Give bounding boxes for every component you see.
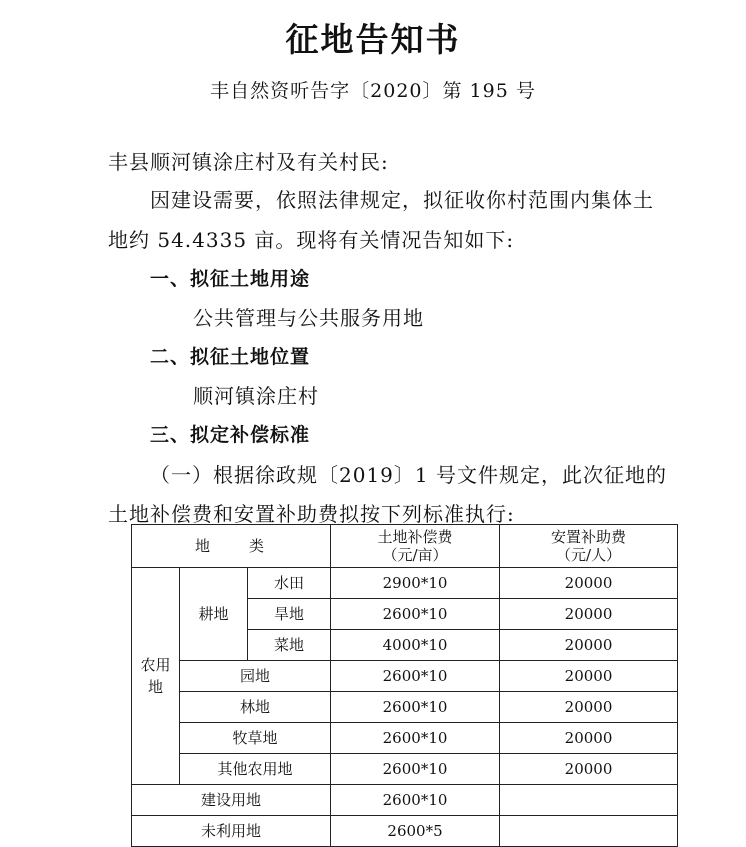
compensation-table — [131, 524, 678, 847]
section-2-title: 二、拟征土地位置 — [150, 346, 311, 368]
resettlement-value: 20000 — [500, 630, 678, 661]
land-type-name: 建设用地 — [132, 785, 331, 816]
table-header-row — [132, 525, 678, 568]
document-number: 丰自然资听告字〔2020〕第 195 号 — [210, 80, 536, 102]
cultivated-land-label: 耕地 — [180, 568, 248, 661]
land-type-name: 菜地 — [248, 630, 331, 661]
resettlement-value: 20000 — [500, 599, 678, 630]
section-3-para-line-1: （一）根据徐政规〔2019〕1 号文件规定，此次征地的 — [150, 463, 667, 487]
addressee: 丰县顺河镇涂庄村及有关村民: — [108, 150, 389, 174]
table-row — [132, 754, 678, 785]
land-compensation-value: 2600*10 — [331, 599, 500, 630]
table-row — [132, 785, 678, 816]
land-compensation-value: 2900*10 — [331, 568, 500, 599]
land-compensation-value: 2600*10 — [331, 692, 500, 723]
table-row — [132, 723, 678, 754]
header-land-category: 地 类 — [132, 525, 331, 568]
table-row — [132, 692, 678, 723]
header-resettlement-title: 安置补助费 — [551, 528, 627, 546]
land-compensation-value: 4000*10 — [331, 630, 500, 661]
resettlement-value — [500, 816, 678, 847]
document-title: 征地告知书 — [285, 20, 461, 59]
table-row — [132, 568, 678, 599]
section-3-para-line-2: 土地补偿费和安置补助费拟按下列标准执行: — [108, 502, 515, 526]
land-compensation-value: 2600*10 — [331, 723, 500, 754]
section-1-title: 一、拟征土地用途 — [150, 268, 311, 290]
intro-line-2: 地约 54.4335 亩。现将有关情况告知如下: — [108, 228, 515, 252]
land-compensation-value: 2600*10 — [331, 785, 500, 816]
table-row — [132, 661, 678, 692]
header-resettlement-subsidy — [500, 525, 678, 568]
land-type-name: 园地 — [180, 661, 331, 692]
header-land-compensation-title: 土地补偿费 — [377, 528, 453, 546]
land-type-name: 旱地 — [248, 599, 331, 630]
section-2-body: 顺河镇涂庄村 — [193, 384, 319, 408]
table-row — [132, 816, 678, 847]
section-1-body: 公共管理与公共服务用地 — [193, 306, 424, 330]
intro-line-1: 因建设需要，依照法律规定，拟征收你村范围内集体土 — [150, 188, 654, 212]
resettlement-value: 20000 — [500, 568, 678, 599]
header-resettlement-unit: （元/人） — [556, 546, 622, 564]
land-type-name: 其他农用地 — [180, 754, 331, 785]
land-type-name: 牧草地 — [180, 723, 331, 754]
land-type-name: 水田 — [248, 568, 331, 599]
land-compensation-value: 2600*10 — [331, 754, 500, 785]
agricultural-land-label: 农用地 — [132, 568, 180, 785]
land-compensation-value: 2600*10 — [331, 661, 500, 692]
resettlement-value — [500, 785, 678, 816]
resettlement-value: 20000 — [500, 754, 678, 785]
resettlement-value: 20000 — [500, 661, 678, 692]
land-compensation-value: 2600*5 — [331, 816, 500, 847]
land-type-name: 林地 — [180, 692, 331, 723]
header-land-compensation — [331, 525, 500, 568]
land-type-name: 未利用地 — [132, 816, 331, 847]
resettlement-value: 20000 — [500, 723, 678, 754]
header-land-compensation-unit: （元/亩） — [382, 546, 448, 564]
resettlement-value: 20000 — [500, 692, 678, 723]
section-3-title: 三、拟定补偿标准 — [150, 424, 311, 446]
